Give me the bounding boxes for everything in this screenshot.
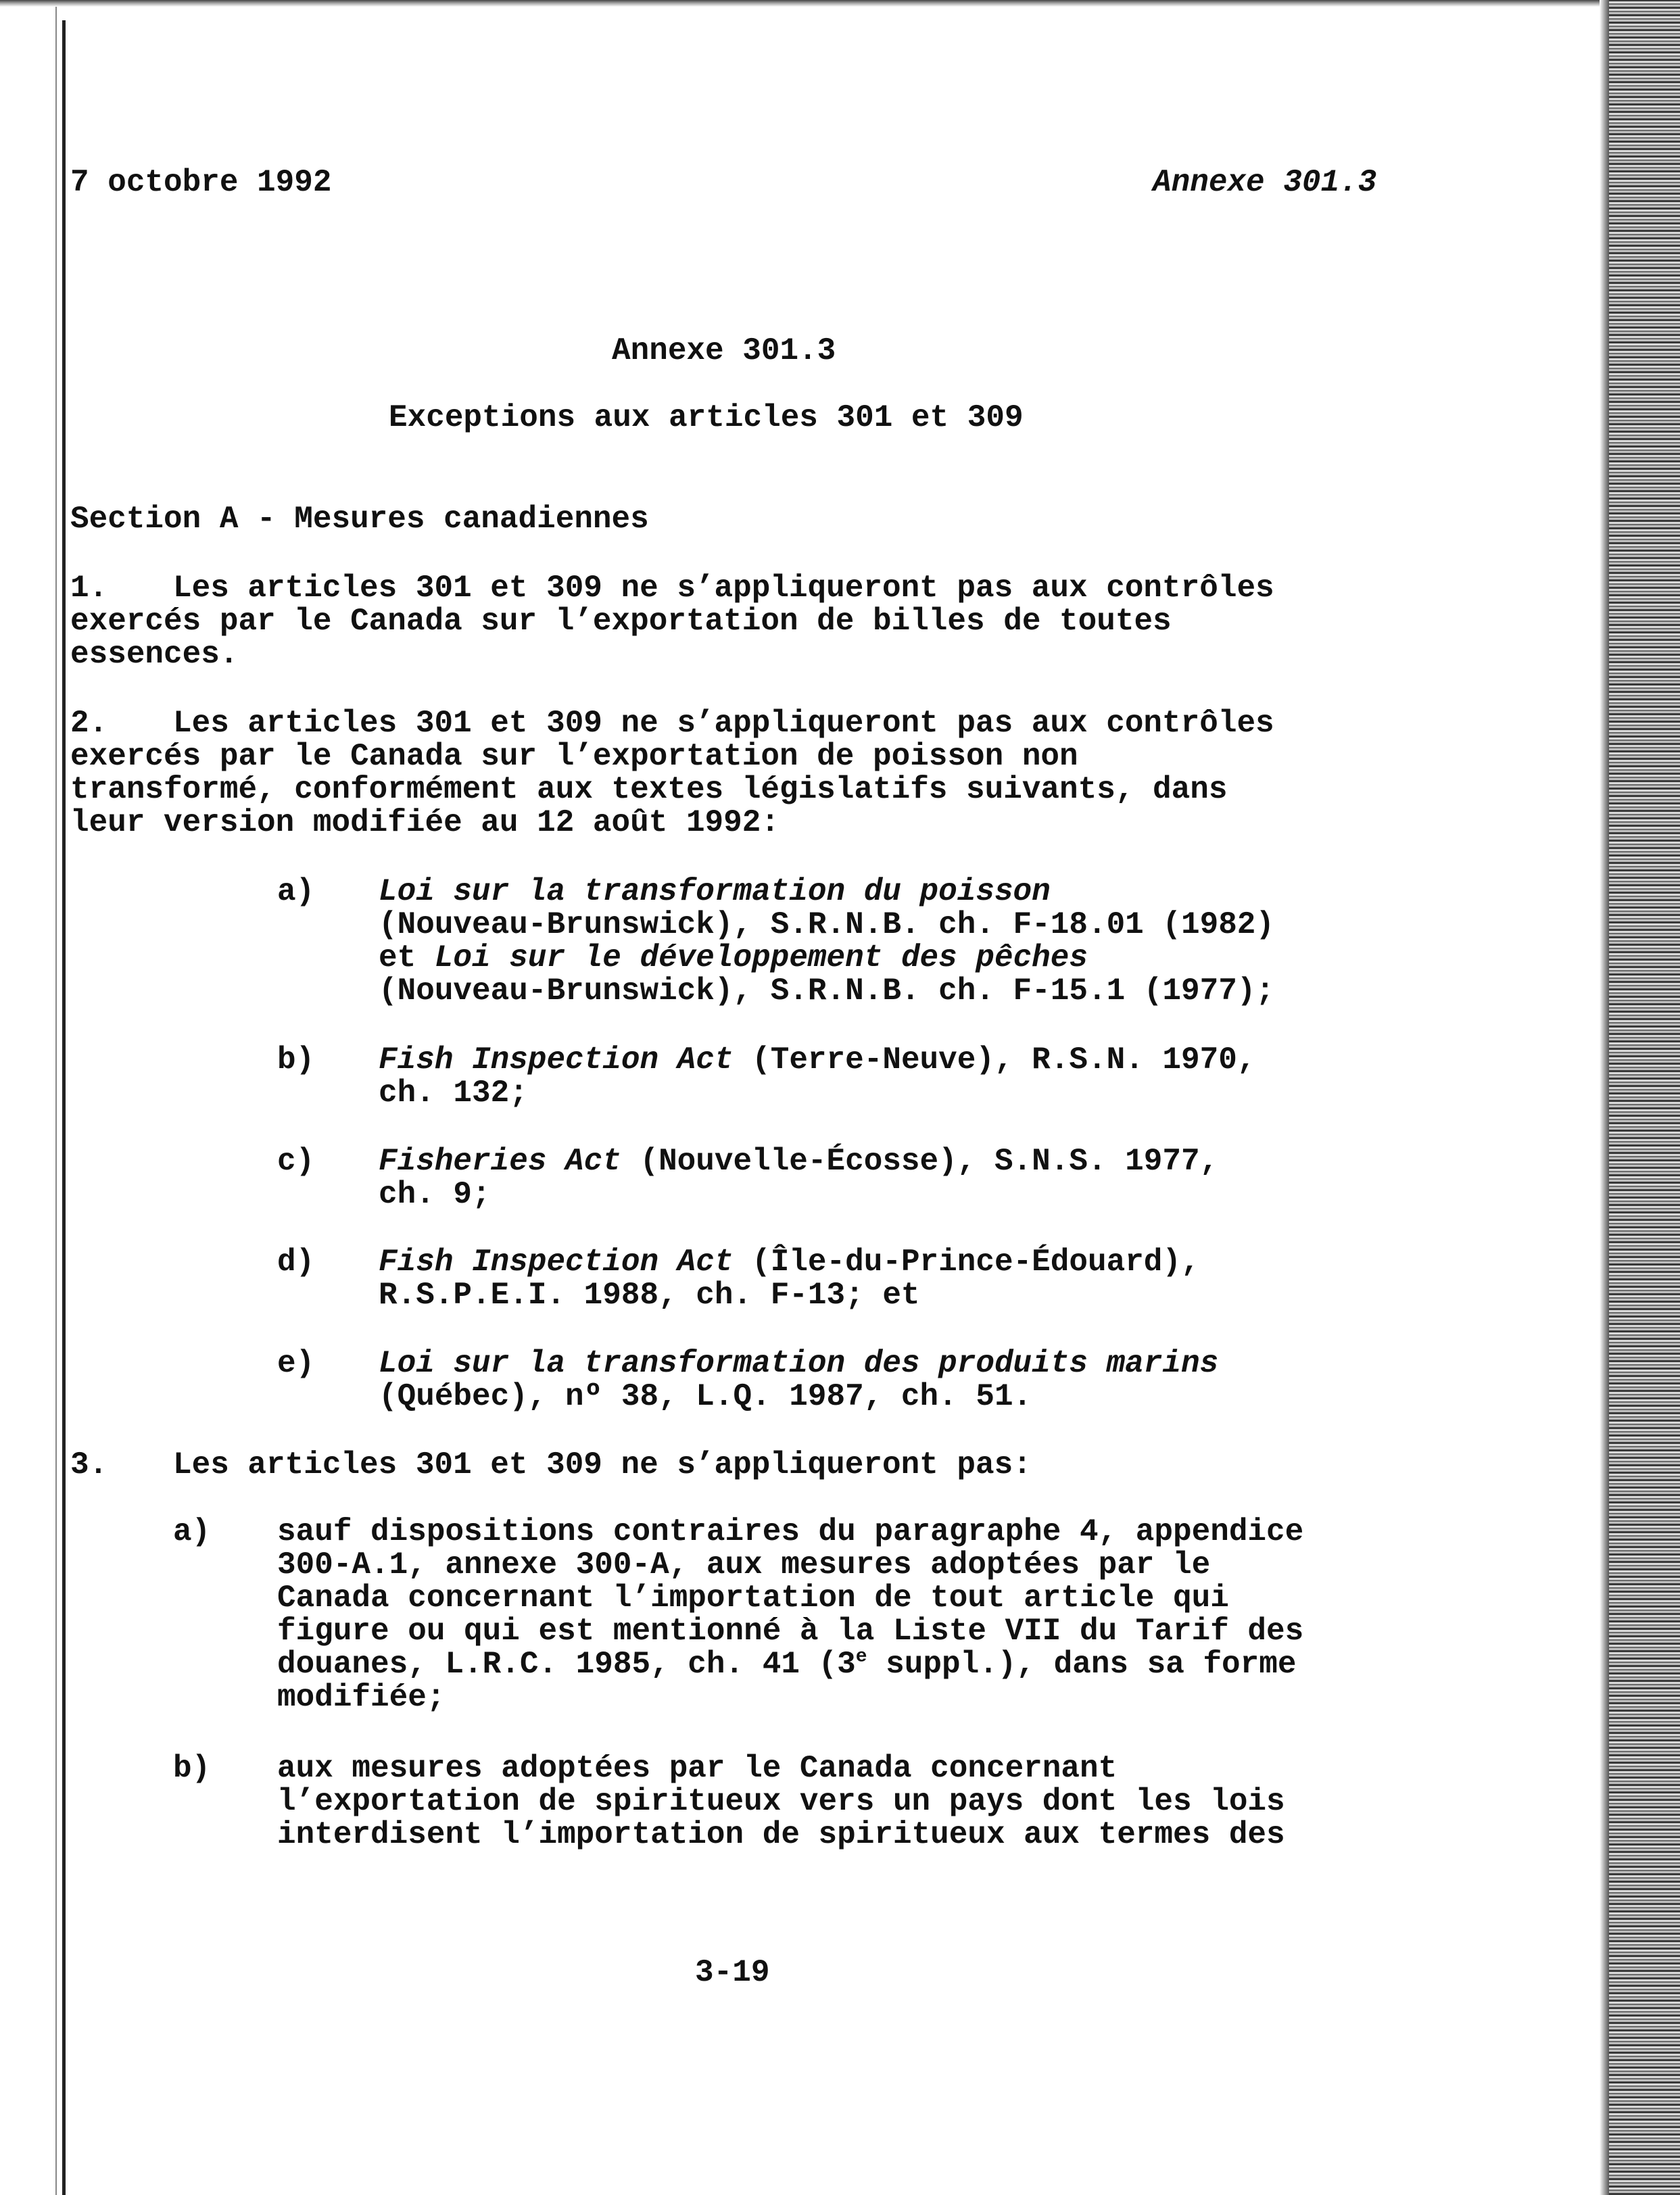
p3-item-a-line-2: 300-A.1, annexe 300-A, aux mesures adoptées par le bbox=[277, 1547, 1211, 1583]
p2-item-a-label: a) bbox=[277, 874, 315, 909]
scan-left-edge bbox=[55, 7, 57, 2195]
p2-item-c-label: c) bbox=[277, 1144, 315, 1179]
p2-item-a-law-2: Loi sur le développement des pêches bbox=[434, 940, 1088, 975]
p3-item-b-line-3: interdisent l’importation de spiritueux aux termes des bbox=[277, 1817, 1285, 1852]
p2-item-d-law: Fish Inspection Act bbox=[379, 1245, 734, 1280]
p3-item-b-line-1: aux mesures adoptées par le Canada concernant bbox=[277, 1751, 1118, 1786]
section-a-heading: Section A - Mesures canadiennes bbox=[70, 502, 649, 537]
p3-item-a bbox=[277, 1516, 1303, 1714]
scan-right-edge bbox=[1609, 0, 1680, 2195]
p2-item-d-label: d) bbox=[277, 1245, 315, 1280]
p3-item-b bbox=[277, 1752, 1285, 1852]
p2-item-e bbox=[379, 1347, 1218, 1414]
p2-item-e-label: e) bbox=[277, 1346, 315, 1381]
p2-number: 2. bbox=[70, 706, 108, 741]
p2-item-c-line-1-rest: (Nouvelle-Écosse), S.N.S. 1977, bbox=[621, 1144, 1219, 1179]
paragraph-2 bbox=[70, 707, 1274, 840]
page-number: 3-19 bbox=[695, 1955, 770, 1990]
p2-item-b bbox=[379, 1044, 1255, 1110]
scan-right-shadow bbox=[1600, 0, 1609, 2195]
p2-item-a-law-1: Loi sur la transformation du poisson bbox=[379, 874, 1051, 909]
p2-item-b-line-2: ch. 132; bbox=[379, 1076, 528, 1111]
p2-item-c-line-2: ch. 9; bbox=[379, 1177, 491, 1212]
p3-number: 3. bbox=[70, 1447, 108, 1482]
p1-line-1: Les articles 301 et 309 ne s’appliqueront pas aux contrôles bbox=[173, 571, 1274, 606]
p2-item-c bbox=[379, 1145, 1218, 1211]
p3-text: Les articles 301 et 309 ne s’appliqueront pas: bbox=[173, 1447, 1032, 1482]
header-date: 7 octobre 1992 bbox=[70, 165, 332, 200]
annex-subtitle: Exceptions aux articles 301 et 309 bbox=[389, 400, 1024, 435]
p3-item-b-label: b) bbox=[173, 1751, 211, 1786]
p2-item-e-law: Loi sur la transformation des produits marins bbox=[379, 1346, 1219, 1381]
p1-line-2: exercés par le Canada sur l’exportation de billes de toutes bbox=[70, 604, 1172, 639]
annex-title: Annexe 301.3 bbox=[612, 333, 836, 368]
margin-rule bbox=[62, 20, 66, 2195]
p2-item-b-line-1-rest: (Terre-Neuve), R.S.N. 1970, bbox=[733, 1042, 1256, 1078]
p3-item-a-line-6: modifiée; bbox=[277, 1680, 446, 1715]
p2-item-d-line-2: R.S.P.E.I. 1988, ch. F-13; et bbox=[379, 1278, 920, 1313]
p2-line-2: exercés par le Canada sur l’exportation de poisson non bbox=[70, 739, 1078, 774]
p2-item-e-line-2: (Québec), nº 38, L.Q. 1987, ch. 51. bbox=[379, 1379, 1032, 1414]
header-annex-ref: Annexe 301.3 bbox=[1153, 165, 1377, 200]
p2-item-a bbox=[379, 875, 1274, 1008]
p3-item-a-line-4: figure ou qui est mentionné à la Liste VII du Tarif des bbox=[277, 1614, 1304, 1649]
p2-item-b-law: Fish Inspection Act bbox=[379, 1042, 734, 1078]
p3-item-a-line-1: sauf dispositions contraires du paragraphe 4, appendice bbox=[277, 1514, 1304, 1549]
p2-item-c-law: Fisheries Act bbox=[379, 1144, 621, 1179]
p2-line-3: transformé, conformément aux textes législatifs suivants, dans bbox=[70, 772, 1228, 807]
p2-item-a-line-3-pre: et bbox=[379, 940, 435, 975]
p3-item-a-line-5-post: suppl.), dans sa forme bbox=[867, 1647, 1297, 1682]
paragraph-1 bbox=[70, 572, 1274, 671]
p2-item-d-line-1-rest: (Île-du-Prince-Édouard), bbox=[733, 1245, 1200, 1280]
p3-item-a-label: a) bbox=[173, 1514, 211, 1549]
p2-item-d bbox=[379, 1246, 1200, 1312]
p2-line-1: Les articles 301 et 309 ne s’appliqueront pas aux contrôles bbox=[173, 706, 1274, 741]
p2-item-a-line-4: (Nouveau-Brunswick), S.R.N.B. ch. F-15.1 (1977); bbox=[379, 973, 1275, 1009]
p1-line-3: essences. bbox=[70, 637, 239, 672]
p2-item-b-label: b) bbox=[277, 1042, 315, 1078]
p1-number: 1. bbox=[70, 571, 108, 606]
p3-item-b-line-2: l’exportation de spiritueux vers un pays dont les lois bbox=[277, 1784, 1285, 1819]
p3-item-a-line-3: Canada concernant l’importation de tout article qui bbox=[277, 1581, 1229, 1616]
p3-item-a-line-5-pre: douanes, L.R.C. 1985, ch. 41 (3 bbox=[277, 1647, 856, 1682]
scan-top-edge bbox=[0, 0, 1609, 7]
p3-item-a-superscript: e bbox=[855, 1646, 867, 1668]
p2-line-4: leur version modifiée au 12 août 1992: bbox=[70, 805, 779, 840]
p2-item-a-line-2: (Nouveau-Brunswick), S.R.N.B. ch. F-18.01 (1982) bbox=[379, 907, 1275, 942]
